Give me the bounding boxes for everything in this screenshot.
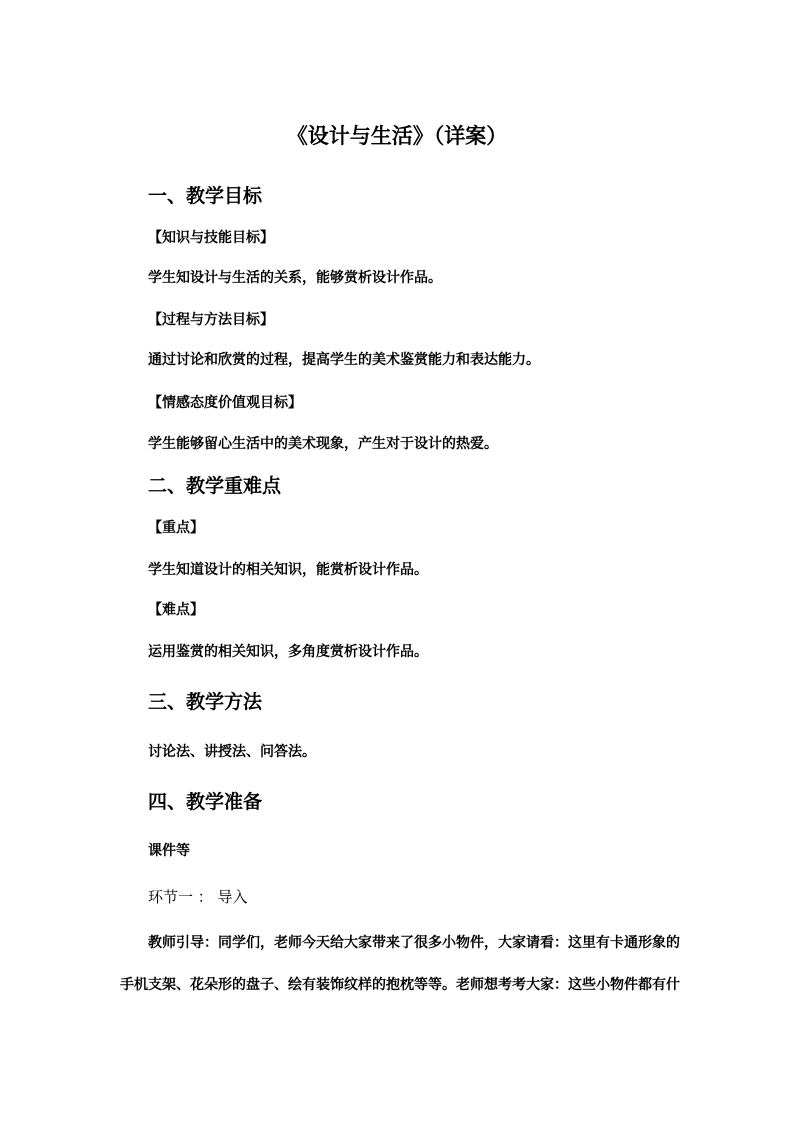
subheading-knowledge-skills: 【知识与技能目标】	[148, 230, 274, 246]
text-preparation: 课件等	[148, 843, 190, 859]
paragraph-line-1: 教师引导：同学们，老师今天给大家带来了很多小物件，大家请看：这里有卡通形象的	[148, 935, 680, 951]
subheading-key: 【重点】	[148, 520, 204, 536]
subheading-difficulty: 【难点】	[148, 602, 204, 618]
text-process-method: 通过讨论和欣赏的过程，提高学生的美术鉴赏能力和表达能力。	[148, 352, 540, 368]
subheading-emotion-values: 【情感态度价值观目标】	[148, 395, 302, 411]
text-emotion-values: 学生能够留心生活中的美术现象，产生对于设计的热爱。	[148, 436, 498, 452]
section-heading-objectives: 一、教学目标	[148, 185, 263, 207]
section-heading-preparation: 四、教学准备	[148, 791, 263, 813]
stage-heading-intro: 环节一 ： 导入	[148, 888, 248, 906]
paragraph-line-2: 手机支架、花朵形的盘子、绘有装饰纹样的抱枕等等。老师想考考大家：这些小物件都有什	[120, 977, 680, 993]
text-difficulty: 运用鉴赏的相关知识，多角度赏析设计作品。	[148, 644, 428, 660]
text-methods: 讨论法、讲授法、问答法。	[148, 744, 316, 760]
section-heading-key-points: 二、教学重难点	[148, 475, 282, 497]
subheading-process-method: 【过程与方法目标】	[148, 312, 274, 328]
document-title: 《设计与生活》（详案）	[286, 124, 508, 148]
text-key: 学生知道设计的相关知识，能赏析设计作品。	[148, 562, 428, 578]
text-knowledge-skills: 学生知设计与生活的关系，能够赏析设计作品。	[148, 270, 442, 286]
section-heading-methods: 三、教学方法	[148, 691, 263, 713]
